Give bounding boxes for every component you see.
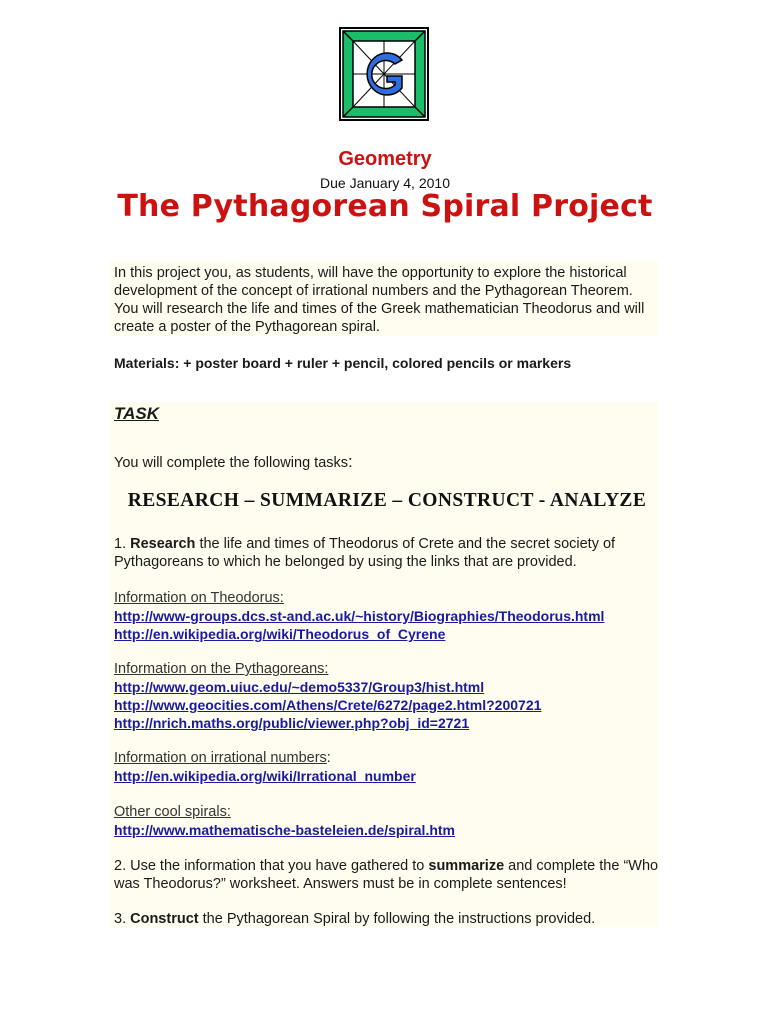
task-heading: TASK [114, 404, 160, 423]
links-theodorus-heading: Information on Theodorus: [114, 590, 284, 606]
item-1-number: 1. [114, 536, 127, 552]
links-pythagoreans-heading: Information on the Pythagoreans: [114, 661, 329, 677]
tasks-intro [114, 453, 660, 472]
tasks-intro-text: You will complete the following tasks [114, 455, 349, 471]
links-theodorus [114, 589, 674, 643]
item-2 [114, 857, 660, 893]
page-title: The Pythagorean Spiral Project [117, 189, 653, 224]
pythagoreans-link-1[interactable]: http://www.geom.uiuc.edu/~demo5337/Group3/hist.html [114, 679, 485, 695]
theodorus-link-1[interactable]: http://www-groups.dcs.st-and.ac.uk/~history/Biographies/Theodorus.html [114, 608, 605, 624]
item-3 [114, 910, 674, 928]
item-3-keyword: Construct [130, 911, 199, 927]
item-2-prefix: 2. Use the information that you have gathered to [114, 858, 429, 874]
pythagoreans-link-2[interactable]: http://www.geocities.com/Athens/Crete/6272/page2.html?200721 [114, 697, 542, 713]
tasks-intro-colon: : [348, 452, 353, 471]
links-spirals [114, 803, 674, 839]
item-3-number: 3. [114, 911, 127, 927]
links-pythagoreans [114, 660, 674, 732]
links-spirals-heading: Other cool spirals: [114, 804, 231, 820]
task-steps: RESEARCH – SUMMARIZE – CONSTRUCT - ANALYZE [127, 490, 647, 511]
item-1 [114, 535, 674, 571]
item-2-text: and complete the “Who was Theodorus?” worksheet. Answers must be in complete sentences! [114, 858, 659, 892]
item-3-text: the Pythagorean Spiral by following the instructions provided. [198, 911, 596, 927]
item-1-text: the life and times of Theodorus of Crete and the secret society of Pythagoreans to which he belonged by using the links that are provided. [114, 536, 616, 570]
item-2-keyword: summarize [428, 858, 505, 874]
item-1-keyword: Research [130, 536, 196, 552]
spirals-link-1[interactable]: http://www.mathematische-basteleien.de/spiral.htm [114, 822, 455, 838]
links-irrational-colon: : [326, 750, 331, 766]
materials-line: Materials: + poster board + ruler + pencil, colored pencils or markers [114, 355, 572, 371]
geometry-g-logo-icon [339, 27, 429, 121]
intro-paragraph: In this project you, as students, will have the opportunity to explore the historical development of the concept of irrational numbers and the Pythagorean Theorem. You will research the life and times of the Greek mathematician Theodorus and will create a poster of the Pythagorean spiral. [114, 265, 645, 335]
theodorus-link-2[interactable]: http://en.wikipedia.org/wiki/Theodorus_of_Cyrene [114, 626, 446, 642]
links-irrational [114, 749, 674, 785]
due-date: Due January 4, 2010 [320, 175, 450, 191]
irrational-link-1[interactable]: http://en.wikipedia.org/wiki/Irrational_number [114, 768, 416, 784]
subject-heading: Geometry [338, 148, 432, 170]
links-irrational-heading: Information on irrational numbers [114, 750, 327, 766]
pythagoreans-link-3[interactable]: http://nrich.maths.org/public/viewer.php?obj_id=2721 [114, 715, 470, 731]
